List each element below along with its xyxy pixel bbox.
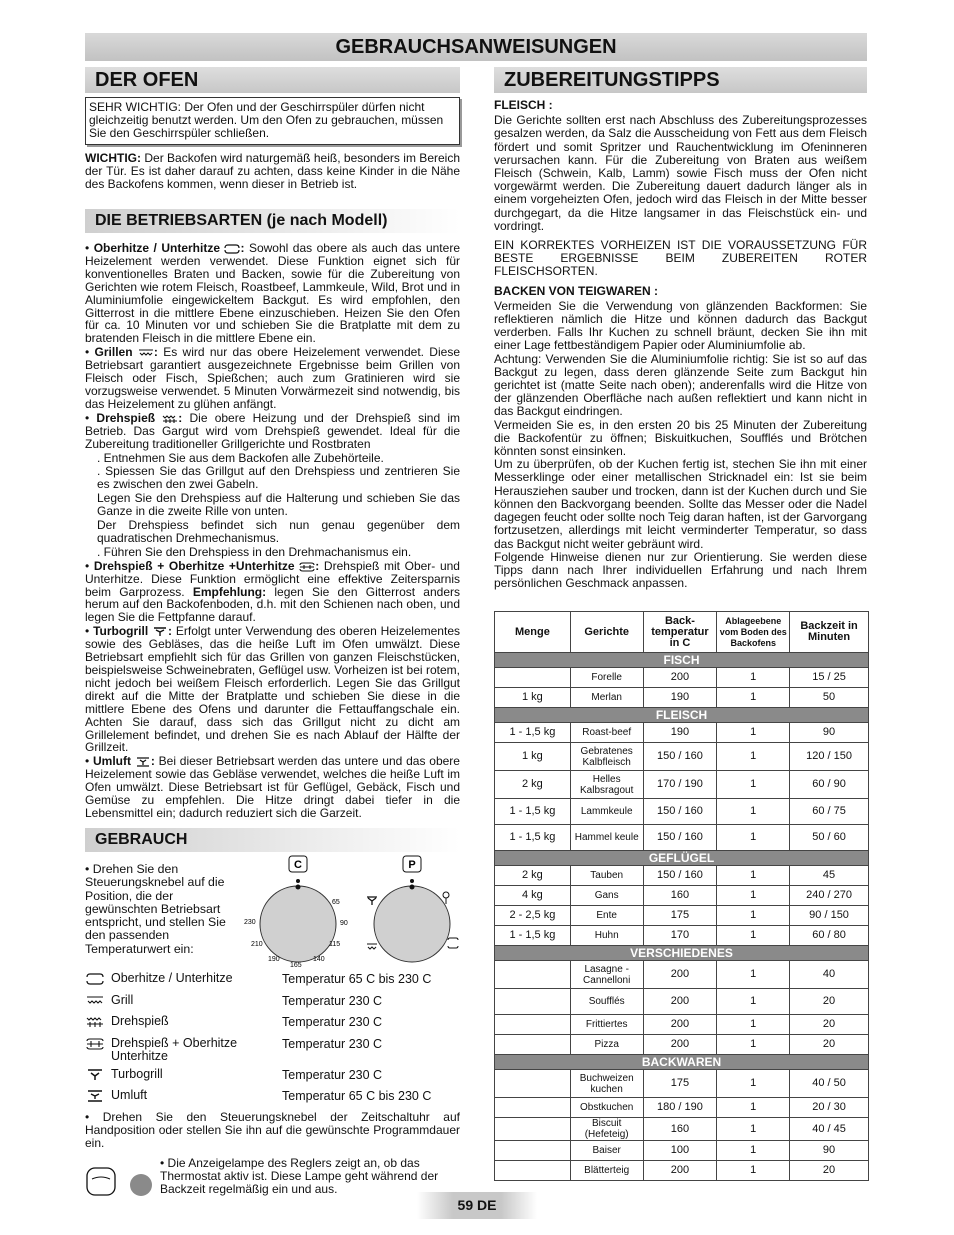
- table-cell: 1 - 1,5 kg: [495, 723, 571, 743]
- mode-drehspiess-ober-unterhitze: • Drehspieß + Oberhitze +Unterhitze : Drehspieß mit Ober- und Unterhitze. Diese Funktion ermöglicht eine effektive Zeitersparnis beim Garprozess. Empfehlung: legen Sie den Gitterrost anders herum auf den Backofenboden, d.h. mit den Schienen nach oben, und legen Sie die Fettpfanne darauf.: [85, 558, 460, 625]
- mode-temp-value: Temperatur 230 C: [282, 1015, 383, 1029]
- table-row: [495, 1015, 869, 1035]
- table-row: [495, 799, 869, 825]
- table-cell: 2 - 2,5 kg: [495, 906, 571, 926]
- table-row: [495, 1161, 869, 1181]
- table-cell: 1 - 1,5 kg: [495, 799, 571, 825]
- table-row: [495, 688, 869, 708]
- table-row: [495, 668, 869, 688]
- mode-temp-label: Oberhitze / Unterhitze: [111, 971, 233, 985]
- rotisserie-icon: [162, 414, 178, 424]
- mode-temp-row: [85, 1066, 460, 1088]
- mode-temperature-list: [85, 970, 460, 1109]
- table-cell: 175: [643, 906, 717, 926]
- table-row: [495, 866, 869, 886]
- rotisserie-step: Legen Sie den Drehspiess auf die Halterung und schieben Sie das Ganze in die zweite Rille von unten.: [97, 491, 460, 519]
- fleisch-label: FLEISCH :: [494, 98, 553, 112]
- fleisch-tips: [494, 99, 867, 590]
- table-row: [495, 1118, 869, 1141]
- table-cell: Blätterteig: [570, 1161, 643, 1181]
- indicator-illustration: [85, 1165, 155, 1199]
- table-cell: 160: [643, 1118, 717, 1141]
- mode-temp-value: Temperatur 65 C bis 230 C: [282, 1089, 432, 1103]
- timer-text: • Drehen Sie den Steuerungsknebel der Zeitschaltuhr auf Handposition oder stellen Sie ihn auf die gewünschte Programmdauer ein.: [85, 1110, 460, 1150]
- knob-diagram: [236, 852, 464, 970]
- table-cell: Huhn: [570, 926, 643, 946]
- table-cell: Biscuit (Hefeteig): [570, 1118, 643, 1141]
- table-cell: 1 - 1,5 kg: [495, 825, 571, 851]
- table-category-row: [495, 946, 869, 961]
- rotisserie-icon: [85, 1015, 105, 1029]
- table-header-row: [495, 612, 869, 653]
- section-title-gebrauch: GEBRAUCH: [85, 828, 460, 852]
- table-cell: 120 / 150: [790, 743, 869, 771]
- fan-icon: [85, 1089, 105, 1103]
- table-cell: 200: [643, 668, 717, 688]
- empfehlung-label: Empfehlung:: [192, 584, 267, 599]
- table-cell: 150 / 160: [643, 743, 717, 771]
- mode-label: Drehspieß + Oberhitze +Unterhitze: [93, 558, 295, 573]
- mode-umluft: • Umluft : Bei dieser Betriebsart werden das untere und das obere Heizelement sowie das Gebläse verwendet, welches die heiße Luft im Ofen umwälzt. Diese Betriebsart ist für Geflügel, Gebäck, Fisch und Gemüse zu empfehlen. Die Hitze dringt dabei tiefer in die Lebensmittel ein; dadurch reduziert sich die Garzeit.: [85, 754, 460, 820]
- mode-text: Drehspieß mit Ober- und Unterhitze. Diese Funktion ermöglicht eine effektive Zeitersparnis beim Garprozess.: [85, 558, 460, 599]
- table-cell: 20: [790, 1035, 869, 1055]
- mode-temp-label: Umluft: [111, 1088, 148, 1102]
- table-cell: 20: [790, 1161, 869, 1181]
- mode-text: Erfolgt unter Verwendung des oberen Heizelementes sowie des Gebläses, das die heiße Luft im Ofen umwälzt. Diese Betriebsart empfiehlt sich für das Grillen von ganzen Fleischstücken, beispielsweise Schweinebraten, Geflügel usw. Vorheizen ist bei rotem, nicht jedoch bei weißem Fleisch erforderlich. Legen Sie das Grillgut direkt auf die Mitte der Bratplatte und schieben Sie diese in die mittlere Ebene des Ofens und darunter die Fettauffangschale ein. Achten Sie darauf, dass sich das Grillgut nicht zu dicht am Grillelement befindet, und drehen Sie es nach Ablauf der Hälfte der Grillzeit.: [85, 624, 460, 755]
- table-cell: 50 / 60: [790, 825, 869, 851]
- mode-oberhitze-unterhitze: • Oberhitze / Unterhitze : Sowohl das obere als auch das untere Heizelement werden verwendet. Diese Funktion eignet sich für konventionelles Braten und Backen, sowie für die Zubereitung von Gerichten wie rotem Fleisch, Roastbeef, Lammkeule, Wild, Brot und in Aluminiumfolie eingewickeltem Backgut. Es wird empfohlen, den Gitterrost in die mittlere Ebene einzuschieben. Heizen Sie den Ofen für ca. 10 Minuten vor und schieben Sie die Bratplatte mit dem zu bratenden Fleisch in die mittlere Ebene ein.: [85, 241, 460, 346]
- backen-paragraph: Vermeiden Sie die Verwendung von glänzenden Backformen: Sie reflektieren nämlich die Hitze und können dadurch das Backgut verderben. Falls Ihr Kuchen zu schnell bräunt, decken Sie ihn mit einer Lage fettbeständigem Papier oder Aluminiumfolie ab.: [494, 298, 867, 353]
- table-cell: 50: [790, 688, 869, 708]
- table-cell: [495, 1161, 571, 1181]
- table-cell: [495, 1118, 571, 1141]
- table-cell: 60 / 90: [790, 771, 869, 799]
- timer-instruction: [85, 1111, 460, 1152]
- table-cell: Pizza: [570, 1035, 643, 1055]
- mode-temp-row: [85, 992, 460, 1014]
- fleisch-text: Die Gerichte sollten erst nach Abschluss des Zubereitungsprozesses gesalzen werden, da Salz die Ausscheidung von Fett aus dem Fleisch fördert und somit Spritzer und Rauchentwicklung im Ofeninneren verursachen kann. Für die Zubereitung von Braten aus weißem Fleisch (Schwein, Kalb, Lamm) sowie Fisch muss der Ofen nicht vorgewärmt werden. Die Zubereitung dauert dadurch länger als in einem vorgeheizten Ofen, jedoch wird das Fleisch in der Mitte besser durchgegart, da die Hitze langsamer in das Fleischstück ein- und vordringt.: [494, 113, 867, 233]
- table-cell: Gebratenes Kalbfleisch: [570, 743, 643, 771]
- knob-tick: 230: [244, 919, 256, 926]
- table-row: [495, 989, 869, 1015]
- table-cell: 1: [717, 723, 790, 743]
- oberhitze-unterhitze-icon: [448, 938, 458, 948]
- category-label: GEFLÜGEL: [495, 851, 869, 866]
- knob-tick: 210: [251, 941, 263, 948]
- table-cell: 2 kg: [495, 771, 571, 799]
- table-cell: 20 / 30: [790, 1098, 869, 1118]
- page-title: GEBRAUCHSANWEISUNGEN: [85, 33, 867, 61]
- mode-temp-value: Temperatur 230 C: [282, 1067, 383, 1082]
- indicator-lamp-icon: [130, 1174, 152, 1196]
- table-cell: Gans: [570, 886, 643, 906]
- section-title-betriebsarten: DIE BETRIEBSARTEN (je nach Modell): [85, 209, 460, 233]
- table-cell: 1: [717, 1015, 790, 1035]
- table-cell: 20: [790, 989, 869, 1015]
- fan-icon: [135, 757, 151, 767]
- table-cell: 40 / 45: [790, 1118, 869, 1141]
- mode-temp-label: Turbogrill: [111, 1066, 163, 1081]
- table-cell: 40 / 50: [790, 1070, 869, 1098]
- table-cell: 20: [790, 1015, 869, 1035]
- table-category-row: [495, 851, 869, 866]
- table-cell: Ente: [570, 906, 643, 926]
- table-row: [495, 886, 869, 906]
- mode-drehspiess: • Drehspieß : Die obere Heizung und der Drehspieß sind im Betrieb. Das Gargut wird vom Drehspieß gewendet. Ideal für die Zubereitung traditioneller Grillgerichte und Rostbraten: [85, 410, 460, 451]
- table-cell: 190: [643, 723, 717, 743]
- table-cell: [495, 961, 571, 989]
- table-cell: 200: [643, 989, 717, 1015]
- mode-grillen: • Grillen : Es wird nur das obere Heizelement verwendet. Diese Betriebsart garantiert ausgezeichnete Ergebnisse beim Grillen von Fleisch oder Fisch, Spießchen; auch zum Gratinieren wird sie vorzugsweise verwendet. 5 Minuten Vorwärmezeit sind notwendig, bis das Heizelement zu glühen anfängt.: [85, 345, 460, 411]
- wichtig-text: Der Backofen wird naturgemäß heiß, besonders im Bereich der Tür. Es ist daher darauf zu achten, dass keine Kinder in die Nähe des Backofens kommen, wenn dieser in Betrieb ist.: [85, 151, 460, 191]
- table-cell: 90 / 150: [790, 906, 869, 926]
- table-body: [495, 653, 869, 1181]
- mode-text: Sowohl das obere als auch das untere Heizelement werden verwendet. Diese Funktion eignet sich für konventionelles Braten und Backen, sowie für die Zubereitung von Gerichten wie rotem Fleisch, Roastbeef, Lammkeule, Wild, Brot und in Aluminiumfolie eingewickeltem Backgut. Es wird empfohlen, den Gitterrost in die mittlere Ebene einzuschieben. Heizen Sie den Ofen für ca. 10 Minuten vor und schieben Sie die Bratplatte mit dem zu bratenden Fleisch in die mittlere Ebene ein.: [85, 241, 460, 346]
- mode-label: Drehspieß: [96, 410, 156, 425]
- grill-icon: [138, 348, 154, 358]
- mode-temp-value: Temperatur 230 C: [282, 1036, 383, 1051]
- knob-tick: 190: [268, 956, 280, 963]
- mode-text: Die obere Heizung und der Drehspieß sind im Betrieb. Das Gargut wird vom Drehspieß gewendet. Ideal für die Zubereitung traditioneller Grillgerichte und Rostbraten: [85, 410, 460, 451]
- table-cell: [495, 1098, 571, 1118]
- table-cell: 60 / 80: [790, 926, 869, 946]
- rotisserie-step: . Entnehmen Sie aus dem Backofen alle Zubehörteile.: [97, 450, 384, 465]
- table-row: [495, 825, 869, 851]
- table-row: [495, 1070, 869, 1098]
- table-cell: 1: [717, 989, 790, 1015]
- turbogrill-icon: [85, 1068, 105, 1082]
- table-cell: 160: [643, 886, 717, 906]
- category-label: FLEISCH: [495, 708, 869, 723]
- table-cell: 1: [717, 771, 790, 799]
- backen-paragraph: Vermeiden Sie es, in den ersten 20 bis 25 Minuten der Zubereitung die Backofentür zu öffnen; Biskuitkuchen, Soufflés und Brötchen könnten sonst einsinken.: [494, 417, 867, 459]
- knob-tick: 140: [313, 956, 325, 963]
- table-cell: 200: [643, 1161, 717, 1181]
- table-cell: 1: [717, 799, 790, 825]
- table-cell: 1 kg: [495, 743, 571, 771]
- table-row: [495, 1098, 869, 1118]
- table-cell: 45: [790, 866, 869, 886]
- table-cell: 1: [717, 961, 790, 989]
- table-category-row: [495, 653, 869, 668]
- table-cell: Roast-beef: [570, 723, 643, 743]
- mode-text: Es wird nur das obere Heizelement verwendet. Diese Betriebsart garantiert ausgezeichnete Ergebnisse beim Grillen von Fleisch oder Fisch, Spießchen; auch zum Gratinieren wird sie vorzugsweise verwendet. 5 Minuten Vorwärmezeit sind notwendig, bis das Heizelement zu glühen anfängt.: [85, 345, 460, 411]
- use-instruction: • Drehen Sie den Steuerungsknebel auf die Position, die der gewünschten Betriebsart entspricht, und stellen Sie den passenden Temperaturwert ein:: [85, 862, 226, 956]
- knob-tick: 165: [290, 962, 302, 969]
- table-row: [495, 723, 869, 743]
- mode-text: Bei dieser Betriebsart werden das untere und das obere Heizelement sowie das Gebläse verwendet, welches die heiße Luft im Ofen umwälzt. Diese Betriebsart ist für Geflügel, Gebäck, Fisch und Gemüse zu empfehlen. Die Hitze dringt dabei tiefer in die Lebensmittel ein; dadurch reduziert sich die Garzeit.: [85, 754, 460, 820]
- table-cell: 1: [717, 1098, 790, 1118]
- knob-c-label: C: [294, 859, 302, 871]
- table-cell: Hammel keule: [570, 825, 643, 851]
- mode-turbogrill: • Turbogrill : Erfolgt unter Verwendung des oberen Heizelementes sowie des Gebläses, das die heiße Luft im Ofen umwälzt. Diese Betriebsart empfiehlt sich für das Grillen von ganzen Fleischstücken, beispielsweise Schweinebraten, Geflügel usw. Vorheizen ist bei rotem, nicht jedoch bei weißem Fleisch erforderlich. Legen Sie das Grillgut direkt auf die Mitte der Bratplatte und schieben Sie diese in die mittlere Ebene des Ofens und darunter die Fettauffangschale ein. Achten Sie darauf, dass sich das Grillgut nicht zu dicht am Grillelement befindet, und drehen Sie es nach Ablauf der Hälfte der Grillzeit.: [85, 624, 460, 755]
- table-cell: 200: [643, 1015, 717, 1035]
- table-cell: 100: [643, 1141, 717, 1161]
- cooking-table: [494, 611, 869, 1181]
- table-cell: 1: [717, 688, 790, 708]
- table-cell: 1: [717, 886, 790, 906]
- category-label: VERSCHIEDENES: [495, 946, 869, 961]
- table-cell: 60 / 75: [790, 799, 869, 825]
- backen-paragraph: Folgende Hinweise dienen nur zur Orientierung. Sie werden diese Tipps dann nach Ihrer individuellen Erfahrung und nach Ihrem persönlichen Geschmack anpassen.: [494, 549, 867, 591]
- table-cell: 1: [717, 1118, 790, 1141]
- wichtig-note: [85, 152, 460, 193]
- backen-label: BACKEN VON TEIGWAREN :: [494, 283, 659, 298]
- table-row: [495, 961, 869, 989]
- backen-paragraph: Um zu überprüfen, ob der Kuchen fertig ist, stechen Sie ihn mit einer Messerklinge oder einer metallischen Stricknadel ein: Ist sie beim Herausziehen sauber und trocken, dann ist der Kuchen durch und Sie können den Backvorgang beenden. Sollte das Messer oder die Nadel dagegen feucht oder sollte noch Teig daran haften, ist der Garvorgang fortzusetzen, allerdings mit leicht verminderter Temperatur, so dass das Backgut nicht weiter gebräunt wird.: [494, 457, 867, 551]
- rotisserie-top-bottom-icon: [85, 1037, 105, 1051]
- oberhitze-unterhitze-icon: [85, 972, 105, 986]
- column-header: Ablageebene vom Boden des Backofens: [717, 612, 790, 653]
- table-cell: Lasagne - Cannelloni: [570, 961, 643, 989]
- backen-paragraph: Achtung: Verwenden Sie die Aluminiumfolie richtig: Sie ist so auf das Backgut zu legen, dass deren glänzende Seite zum Backgut hin gerichtet ist (matte Seite nach oben); anderenfalls wird die Hitze von der glänzenden Oberfläche nach außen reflektiert und kann nicht in das Backgut eindringen.: [494, 351, 867, 419]
- table-cell: 40: [790, 961, 869, 989]
- section-title-zubereitungstipps: ZUBEREITUNGSTIPPS: [494, 67, 867, 93]
- rotisserie-step: Der Drehspiess befindet sich nun genau gegenüber dem quadratischen Drehmechanismus.: [97, 518, 460, 545]
- table-cell: Soufflés: [570, 989, 643, 1015]
- mode-label: Oberhitze / Unterhitze: [93, 241, 220, 255]
- column-header: Backzeit in Minuten: [790, 612, 869, 653]
- table-category-row: [495, 1055, 869, 1070]
- table-cell: 170 / 190: [643, 771, 717, 799]
- table-cell: 1: [717, 1141, 790, 1161]
- mode-temp-value: Temperatur 230 C: [282, 993, 383, 1008]
- table-row: [495, 1141, 869, 1161]
- table-cell: 15 / 25: [790, 668, 869, 688]
- mode-temp-row: [85, 1035, 460, 1066]
- table-cell: 1: [717, 866, 790, 886]
- table-row: [495, 1035, 869, 1055]
- table-cell: 4 kg: [495, 886, 571, 906]
- modes-list: [85, 242, 460, 821]
- lamp-icon: [443, 892, 449, 904]
- rotisserie-step: . Spiessen Sie das Grillgut auf den Drehspiess und zentrieren Sie es zwischen den zwei Gabeln.: [97, 464, 460, 492]
- table-cell: 190: [643, 688, 717, 708]
- mode-temp-value: Temperatur 65 C bis 230 C: [282, 972, 432, 986]
- mode-knob[interactable]: [374, 886, 450, 962]
- display-icon: [87, 1168, 115, 1195]
- category-label: FISCH: [495, 653, 869, 668]
- table-cell: 1 kg: [495, 688, 571, 708]
- table-cell: Helles Kalbsragout: [570, 771, 643, 799]
- mode-label: Turbogrill: [93, 624, 149, 639]
- preheat-text: EIN KORREKTES VORHEIZEN IST DIE VORAUSSETZUNG FÜR BESTE ERGEBNISSE BEIM ZUBEREITEN ROTER FLEISCHSORTEN.: [494, 238, 867, 279]
- mode-temp-label: Drehspieß + Oberhitze Unterhitze: [111, 1035, 238, 1063]
- table-cell: Baiser: [570, 1141, 643, 1161]
- table-cell: 1: [717, 1161, 790, 1181]
- lamp-instruction: • Die Anzeigelampe des Reglers zeigt an, ob das Thermostat aktiv ist. Diese Lampe geht während der Backzeit regelmäßig ein und aus.: [160, 1156, 439, 1196]
- table-cell: 150 / 160: [643, 825, 717, 851]
- wichtig-label: WICHTIG:: [85, 151, 141, 165]
- table-cell: [495, 1141, 571, 1161]
- table-cell: [495, 668, 571, 688]
- column-header: Back-temperatur in C: [643, 612, 717, 653]
- table-cell: 200: [643, 1035, 717, 1055]
- table-cell: Obstkuchen: [570, 1098, 643, 1118]
- category-label: BACKWAREN: [495, 1055, 869, 1070]
- mode-label: Grillen: [94, 345, 133, 360]
- table-cell: Buchweizen kuchen: [570, 1070, 643, 1098]
- table-cell: [495, 1015, 571, 1035]
- table-cell: 1: [717, 1070, 790, 1098]
- table-row: [495, 906, 869, 926]
- table-cell: 1 - 1,5 kg: [495, 926, 571, 946]
- table-cell: Frittiertes: [570, 1015, 643, 1035]
- table-cell: Lammkeule: [570, 799, 643, 825]
- warning-box: SEHR WICHTIG: Der Ofen und der Geschirrspüler dürfen nicht gleichzeitig benutzt werden. Um den Ofen zu gebrauchen, müssen Sie den Geschirrspüler schließen.: [85, 97, 460, 145]
- table-cell: 2 kg: [495, 866, 571, 886]
- table-row: [495, 926, 869, 946]
- grill-icon: [367, 944, 377, 949]
- knob-p-label: P: [408, 859, 416, 871]
- table-cell: 1: [717, 825, 790, 851]
- oberhitze-unterhitze-icon: [224, 244, 240, 254]
- table-cell: Tauben: [570, 866, 643, 886]
- table-cell: 175: [643, 1070, 717, 1098]
- table-cell: 150 / 160: [643, 866, 717, 886]
- page-number: 59 DE: [417, 1192, 537, 1219]
- mode-temp-label: Grill: [111, 992, 134, 1007]
- table-cell: 1: [717, 926, 790, 946]
- mode-temp-row: [85, 1087, 460, 1109]
- table-cell: Merlan: [570, 688, 643, 708]
- table-cell: 150 / 160: [643, 799, 717, 825]
- table-row: [495, 743, 869, 771]
- knob-tick: 90: [340, 920, 348, 927]
- table-cell: Forelle: [570, 668, 643, 688]
- mode-temp-label: Drehspieß: [111, 1014, 169, 1028]
- knob-tick: 65: [332, 899, 340, 906]
- mode-label: Umluft: [93, 754, 132, 769]
- column-header: Gerichte: [570, 612, 643, 653]
- section-title-der-ofen: DER OFEN: [85, 67, 460, 93]
- column-header: Menge: [495, 612, 571, 653]
- table-cell: 200: [643, 961, 717, 989]
- mode-temp-row: [85, 1013, 460, 1035]
- fan-icon: [367, 897, 377, 905]
- grill-icon: [85, 994, 105, 1008]
- mode-temp-row: [85, 970, 460, 992]
- table-cell: 1: [717, 668, 790, 688]
- table-cell: 90: [790, 1141, 869, 1161]
- table-cell: [495, 1035, 571, 1055]
- rotisserie-top-bottom-icon: [299, 562, 315, 572]
- table-cell: 240 / 270: [790, 886, 869, 906]
- empfehlung-text: legen Sie den Gitterrost anders herum auf den Backofenboden, d.h. mit den Schienen nach oben, und legen Sie die Fettpfanne darauf.: [85, 584, 460, 625]
- turbogrill-icon: [152, 627, 168, 637]
- table-cell: 90: [790, 723, 869, 743]
- table-row: [495, 771, 869, 799]
- knob-tick: 115: [329, 941, 341, 948]
- table-cell: 180 / 190: [643, 1098, 717, 1118]
- table-cell: 1: [717, 1035, 790, 1055]
- table-cell: 170: [643, 926, 717, 946]
- table-cell: 1: [717, 906, 790, 926]
- thermostat-knob[interactable]: [260, 886, 336, 962]
- table-cell: [495, 989, 571, 1015]
- rotisserie-step: . Führen Sie den Drehspiess in den Drehmachanismus ein.: [97, 544, 412, 559]
- table-category-row: [495, 708, 869, 723]
- table-cell: [495, 1070, 571, 1098]
- table-cell: 1: [717, 743, 790, 771]
